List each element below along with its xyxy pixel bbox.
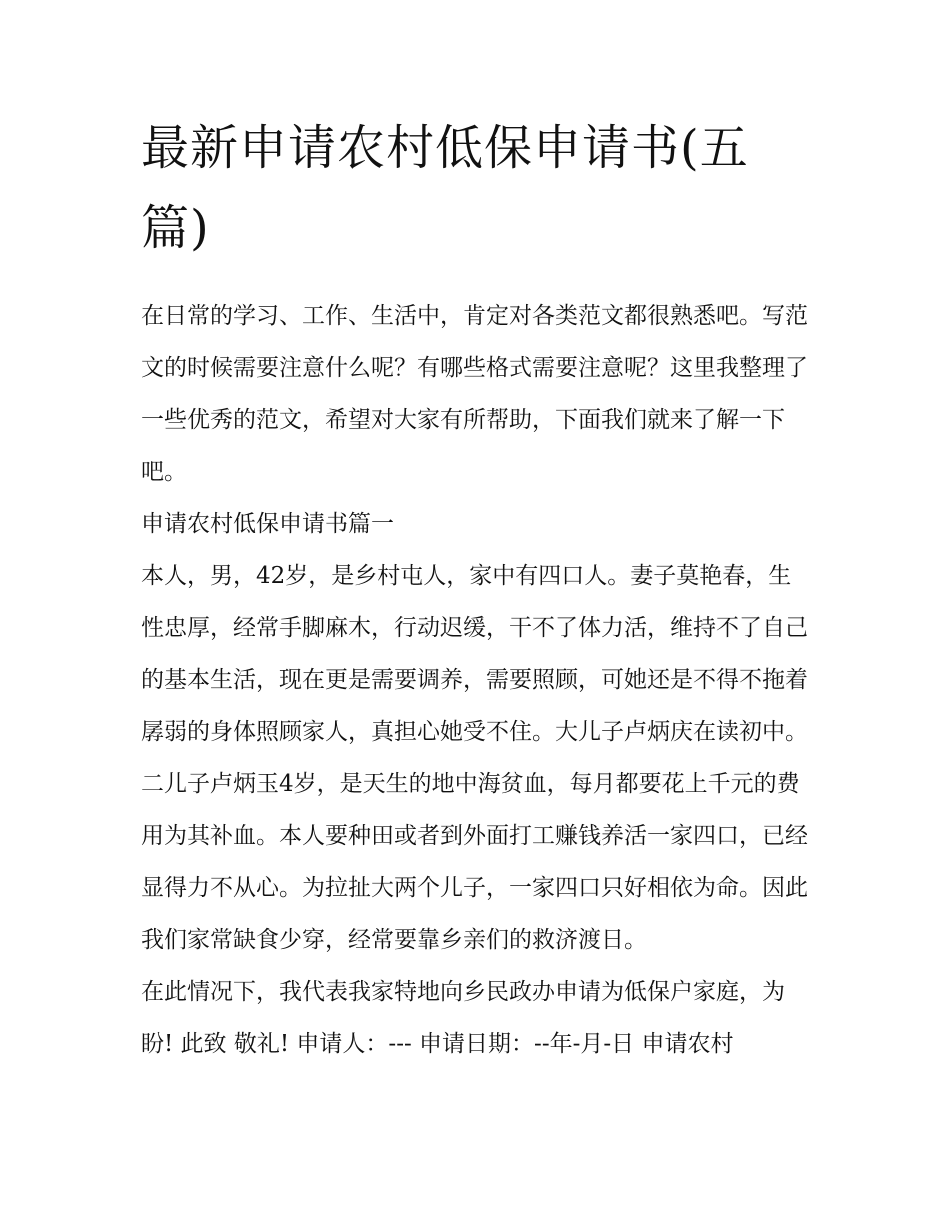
document-title: 最新申请农村低保申请书(五篇): [141, 120, 749, 256]
body-paragraph: 本人，男，42岁，是乡村屯人，家中有四口人。妻子莫艳春，生性忠厚，经常手脚麻木，行动迟缓，干不了体力活，维持不了自己的基本生活，现在更是需要调养，需要照顾，可她还是不得不拖着孱弱的身体照顾家人，真担心她受不住。大儿子卢炳庆在读初中。二儿子卢炳玉4岁，是天生的地中海贫血，每月都要花上千元的费用为其补血。本人要种田或者到外面打工赚钱养活一家四口，已经显得力不从心。为拉扯大两个儿子，一家四口只好相依为命。因此我们家常缺食少穿，经常要靠乡亲们的救济渡日。: [141, 563, 808, 953]
document-body: [141, 290, 813, 1070]
document-content: [141, 108, 813, 1070]
closing-paragraph: 在此情况下，我代表我家特地向乡民政办申请为低保户家庭，为盼! 此致 敬礼! 申请人：--- 申请日期：--年-月-日 申请农村: [141, 979, 785, 1057]
section-heading-1: 申请农村低保申请书篇一: [141, 511, 394, 537]
intro-paragraph: 在日常的学习、工作、生活中，肯定对各类范文都很熟悉吧。写范文的时候需要注意什么呢？有哪些格式需要注意呢？这里我整理了一些优秀的范文，希望对大家有所帮助，下面我们就来了解一下吧。: [141, 303, 808, 485]
